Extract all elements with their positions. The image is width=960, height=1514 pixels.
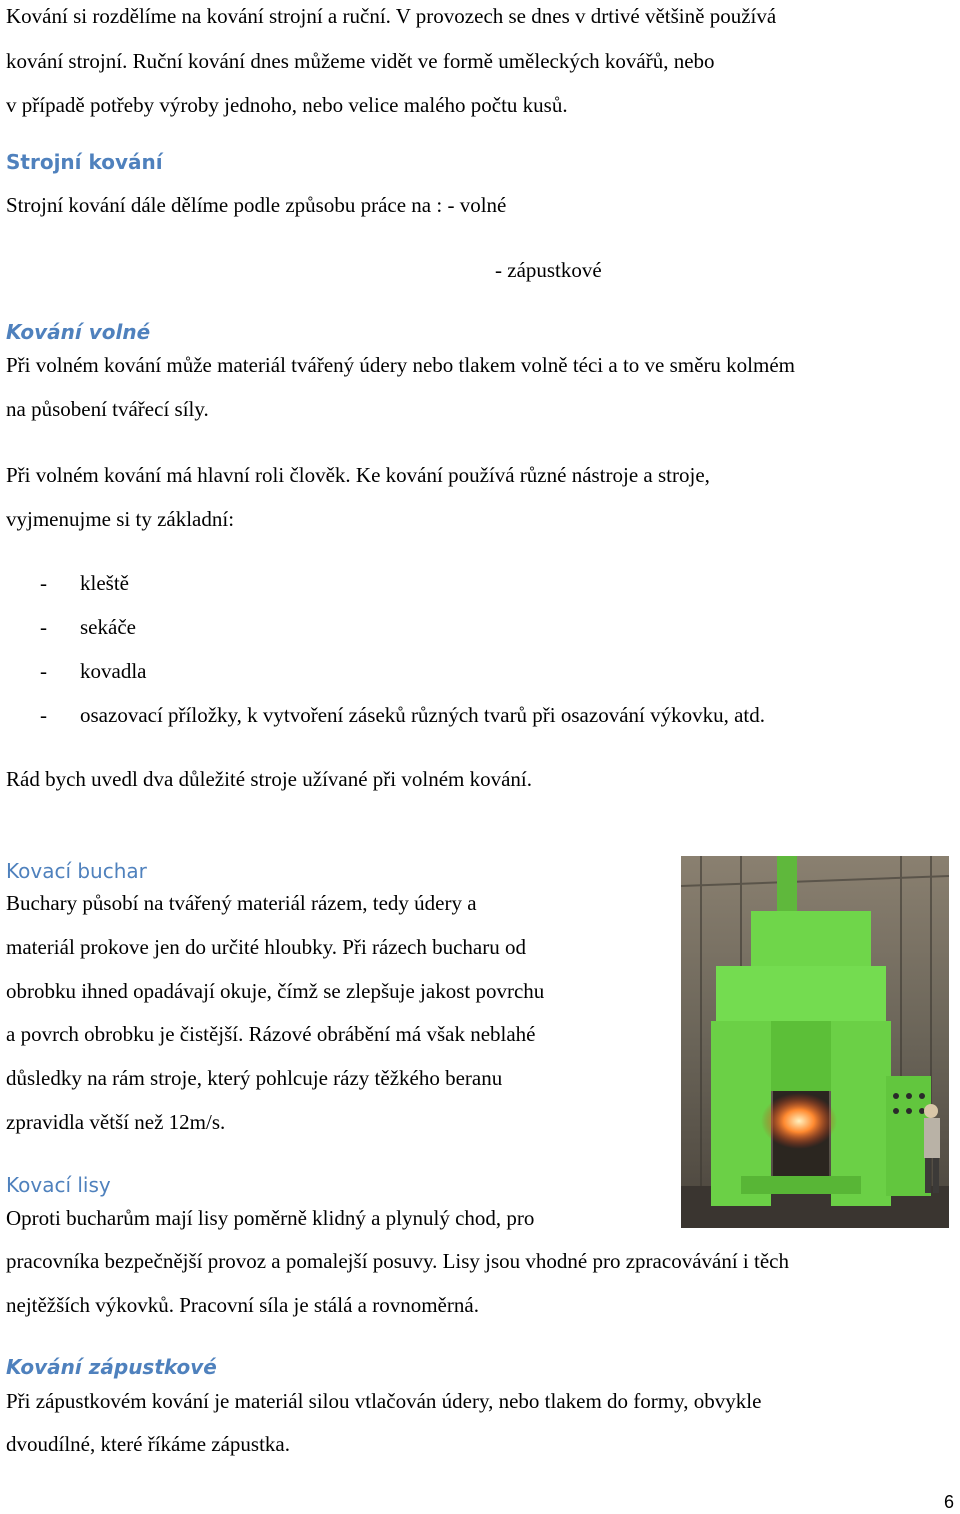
heading-strojni-kovani: Strojní kování — [6, 150, 163, 174]
volne-paragraph-line: Při volném kování může materiál tvářený údery nebo tlakem volně téci a to ve směru kolmém — [6, 353, 796, 377]
list-dash: - — [40, 615, 47, 639]
buchar-line: a povrch obrobku je čistější. Rázové obrábění má však neblahé — [6, 1022, 536, 1046]
list-item: kovadla — [80, 659, 147, 683]
volne-paragraph-line: vyjmenujme si ty základní: — [6, 507, 235, 531]
list-item: sekáče — [80, 615, 136, 639]
buchar-line: zpravidla větší než 12m/s. — [6, 1110, 226, 1134]
list-dash: - — [40, 571, 47, 595]
lis-line: pracovníka bezpečnější provoz a pomalejší posuvy. Lisy jsou vhodné pro zpracovávání i těch — [6, 1249, 789, 1273]
intro-line: Kování si rozdělíme na kování strojní a ruční. V provozech se dnes v drtivé většině používá — [6, 4, 777, 28]
lis-line: Oproti bucharům mají lisy poměrně klidný a plynulý chod, pro — [6, 1206, 535, 1230]
heading-kovaci-buchar: Kovací buchar — [6, 859, 147, 883]
volne-paragraph-line: na působení tvářecí síly. — [6, 397, 209, 421]
forging-hammer-photo — [681, 856, 949, 1228]
heading-kovaci-lisy: Kovací lisy — [6, 1173, 111, 1197]
zapustkove-line: Při zápustkovém kování je materiál silou vtlačován údery, nebo tlakem do formy, obvykle — [6, 1389, 762, 1413]
strojni-line-zapustkove: - zápustkové — [495, 258, 602, 282]
intro-line: v případě potřeby výroby jednoho, nebo velice malého počtu kusů. — [6, 93, 568, 117]
buchar-line: Buchary působí na tvářený materiál rázem, tedy údery a — [6, 891, 477, 915]
list-item: kleště — [80, 571, 129, 595]
list-dash: - — [40, 703, 47, 727]
zapustkove-line: dvoudílné, které říkáme zápustka. — [6, 1432, 290, 1456]
buchar-line: materiál prokove jen do určité hloubky. Při rázech bucharu od — [6, 935, 526, 959]
list-dash: - — [40, 659, 47, 683]
heading-kovani-zapustkove: Kování zápustkové — [6, 1355, 217, 1379]
intro-line: kování strojní. Ruční kování dnes můžeme vidět ve formě uměleckých kovářů, nebo — [6, 49, 715, 73]
buchar-line: obrobku ihned opadávají okuje, čímž se zlepšuje jakost povrchu — [6, 979, 545, 1003]
strojni-line: Strojní kování dále dělíme podle způsobu práce na : - volné — [6, 193, 507, 217]
buchar-line: důsledky na rám stroje, který pohlcuje rázy těžkého beranu — [6, 1066, 503, 1090]
volne-paragraph-line: Při volném kování má hlavní roli člověk. Ke kování používá různé nástroje a stroje, — [6, 463, 710, 487]
page-number: 6 — [943, 1492, 954, 1512]
list-item: osazovací příložky, k vytvoření záseků různých tvarů při osazování výkovku, atd. — [80, 703, 766, 727]
volne-outro: Rád bych uvedl dva důležité stroje užívané při volném kování. — [6, 767, 533, 791]
heading-kovani-volne: Kování volné — [6, 320, 151, 344]
lis-line: nejtěžších výkovků. Pracovní síla je stálá a rovnoměrná. — [6, 1293, 479, 1317]
